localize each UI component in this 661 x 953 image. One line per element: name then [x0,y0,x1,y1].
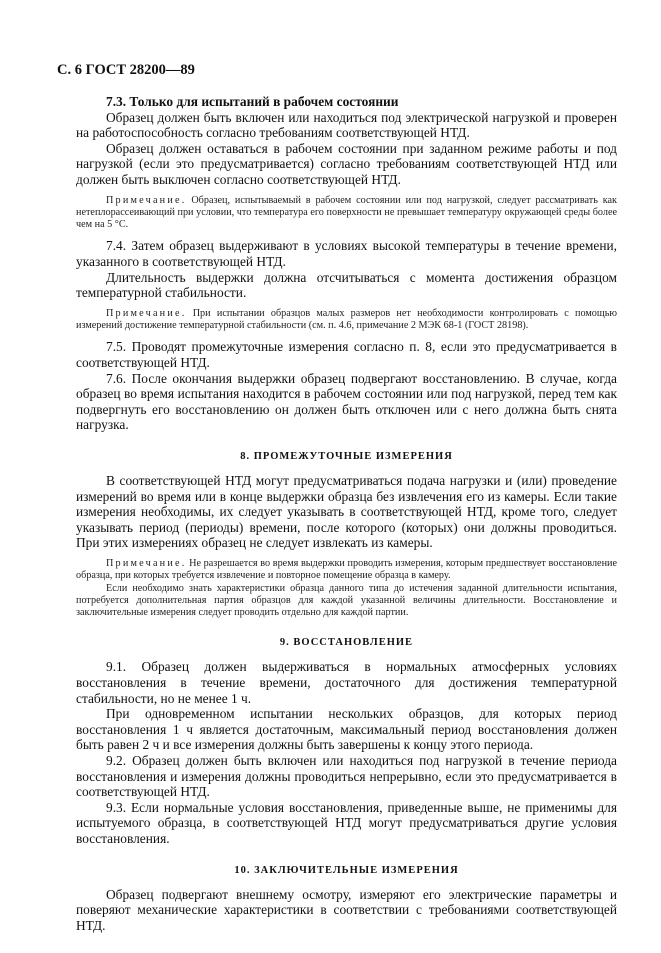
paragraph: 9.2. Образец должен быть включен или находиться под нагрузкой в течение периода восстановления и измерения должны проводиться непрерывно, если это предусматривается в соответствующей НТД. [76,753,617,800]
note-text: Образец, испытываемый в рабочем состоянии или под нагрузкой, следует рассматривать как нетеплорассеивающий при условии, что температура его поверхности не превышает температуру окружающей среды более чем на 5 °С. [76,194,617,231]
note-label: Примечание. [106,557,187,569]
note [76,558,617,583]
paragraph: 9.3. Если нормальные условия восстановления, приведенные выше, не применимы для испытуемого образца, в соответствующей НТД могут предусматриваться другие условия восстановления. [76,799,617,846]
note: Если необходимо знать характеристики образца данного типа до истечения заданной длительности испытания, потребуется дополнительная партия образцов для каждой указанной величины длительности. Восстановление и заключительные измерения следует проводить отдельно для каждой партии. [76,582,617,619]
paragraph: 7.6. После окончания выдержки образец подвергают восстановлению. В случае, когда образец во время испытания находится в рабочем состоянии или под нагрузкой, перед тем как подвергнуть его восстановлению он должен быть отключен или с него должна быть снята нагрузка. [76,370,617,433]
paragraph: 7.4. Затем образец выдерживают в условиях высокой температуры в течение времени, указанного в соответствующей НТД. [76,238,617,270]
paragraph: Образец подвергают внешнему осмотру, измеряют его электрические параметры и поверяют механические характеристики в соответствии с требованиями соответствующей НТД. [76,886,617,933]
section-7-3-heading: 7.3. Только для испытаний в рабочем состоянии [106,94,399,109]
section-8-heading: 8. ПРОМЕЖУТОЧНЫЕ ИЗМЕРЕНИЯ [240,450,453,462]
paragraph: 9.1. Образец должен выдерживаться в нормальных атмосферных условиях восстановления в течение времени, достаточного для достижения температурной стабильности, но не менее 1 ч. [76,659,617,706]
document-page [57,0,617,953]
section-10-heading: 10. ЗАКЛЮЧИТЕЛЬНЫЕ ИЗМЕРЕНИЯ [234,864,459,876]
paragraph: В соответствующей НТД могут предусматриваться подача нагрузки и (или) проведение измерений во время или в конце выдержки образца без извлечения его из камеры. Если такие измерения необходимы, их следует указывать в соответствующей НТД, кроме того, следует указывать период (периоды) времени, после которого (которых) они должны проводиться. При этих измерениях образец не следует извлекать из камеры. [76,472,617,551]
paragraph: При одновременном испытании нескольких образцов, для которых период восстановления 1 ч является достаточным, максимальный период восстановления должен быть равен 2 ч и все измерения должны быть завершены к концу этого периода. [76,706,617,753]
page-header: С. 6 ГОСТ 28200—89 [57,62,195,78]
paragraph: Образец должен быть включен или находиться под электрической нагрузкой и проверен на работоспособность согласно требованиям соответствующей НТД. [76,109,617,141]
note [76,308,617,333]
note-text: Не разрешается во время выдержки проводить измерения, которым предшествует восстановление образца, при которых требуется извлечение и повторное помещение образца в камеру. [76,557,617,582]
note-label: Примечание. [106,194,187,206]
note-label: Примечание. [106,307,187,319]
paragraph: Длительность выдержки должна отсчитываться с момента достижения образцом температурной стабильности. [76,269,617,301]
note-text: При испытании образцов малых размеров нет необходимости контролировать с помощью измерений достижение температурной стабильности (см. п. 4.6, примечание 2 МЭК 68-1 (ГОСТ 28198). [76,307,617,332]
paragraph: 7.5. Проводят промежуточные измерения согласно п. 8, если это предусматривается в соответствующей НТД. [76,339,617,371]
note [76,195,617,232]
paragraph: Образец должен оставаться в рабочем состоянии при заданном режиме работы и под нагрузкой (если это предусматривается) согласно требованиям соответствующей НТД или должен быть выключен согласно соответствующей НТД. [76,140,617,187]
section-9-heading: 9. ВОССТАНОВЛЕНИЕ [279,637,414,649]
